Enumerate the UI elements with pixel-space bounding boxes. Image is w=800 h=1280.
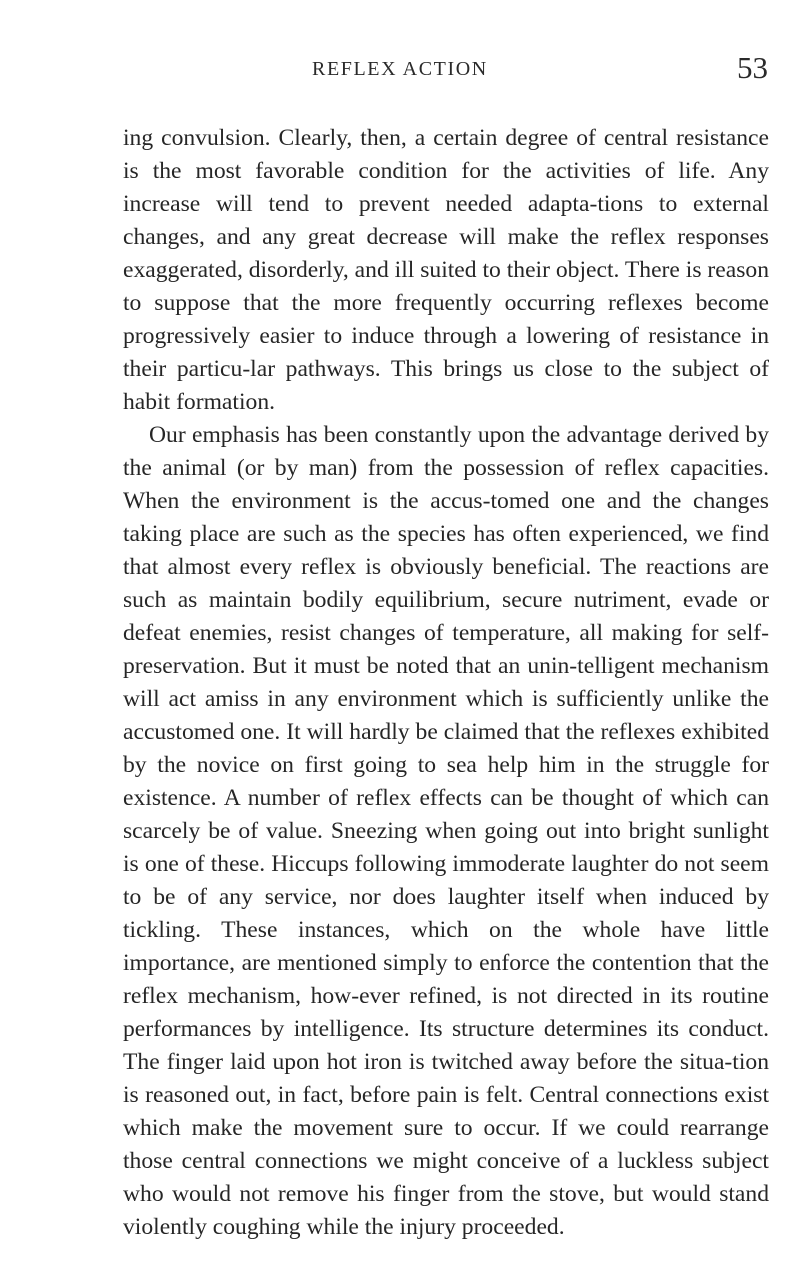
running-head bbox=[118, 50, 768, 94]
paragraph: Our emphasis has been constantly upon the advantage derived by the animal (or by man) from the possession of reflex capacities. When the environment is the accus-tomed one and the changes taking place are such as the species has often experienced, we find that almost every reflex is obviously beneficial. The reactions are such as maintain bodily equilibrium, secure nutriment, evade or defeat enemies, resist changes of temperature, all making for self-preservation. But it must be noted that an unin-telligent mechanism will act amiss in any environment which is sufficiently unlike the accustomed one. It will hardly be claimed that the reflexes exhibited by the novice on first going to sea help him in the struggle for existence. A number of reflex effects can be thought of which can scarcely be of value. Sneezing when going out into bright sunlight is one of these. Hiccups following immoderate laughter do not seem to be of any service, nor does laughter itself when induced by tickling. These instances, which on the whole have little importance, are mentioned simply to enforce the contention that the reflex mechanism, how-ever refined, is not directed in its routine performances by intelligence. Its structure determines its conduct. The finger laid upon hot iron is twitched away before the situa-tion is reasoned out, in fact, before pain is felt. Central connections exist which make the movement sure to occur. If we could rearrange those central connections we might conceive of a luckless subject who would not remove his finger from the stove, but would stand violently coughing while the injury proceeded. bbox=[123, 422, 769, 1240]
paragraph-continuation: ing convulsion. Clearly, then, a certain degree of central resistance is the most favorable condition for the activities of life. Any increase will tend to prevent needed adapta-tions to external changes, and any great decrease will make the reflex responses exaggerated, disorderly, and ill suited to their object. There is reason to suppose that the more frequently occurring reflexes become progressively easier to induce through a lowering of resistance in their particu-lar pathways. This brings us close to the subject of habit formation. bbox=[123, 125, 769, 415]
page-number: 53 bbox=[737, 50, 768, 85]
body-text bbox=[123, 122, 769, 1244]
running-title: REFLEX ACTION bbox=[312, 58, 488, 80]
